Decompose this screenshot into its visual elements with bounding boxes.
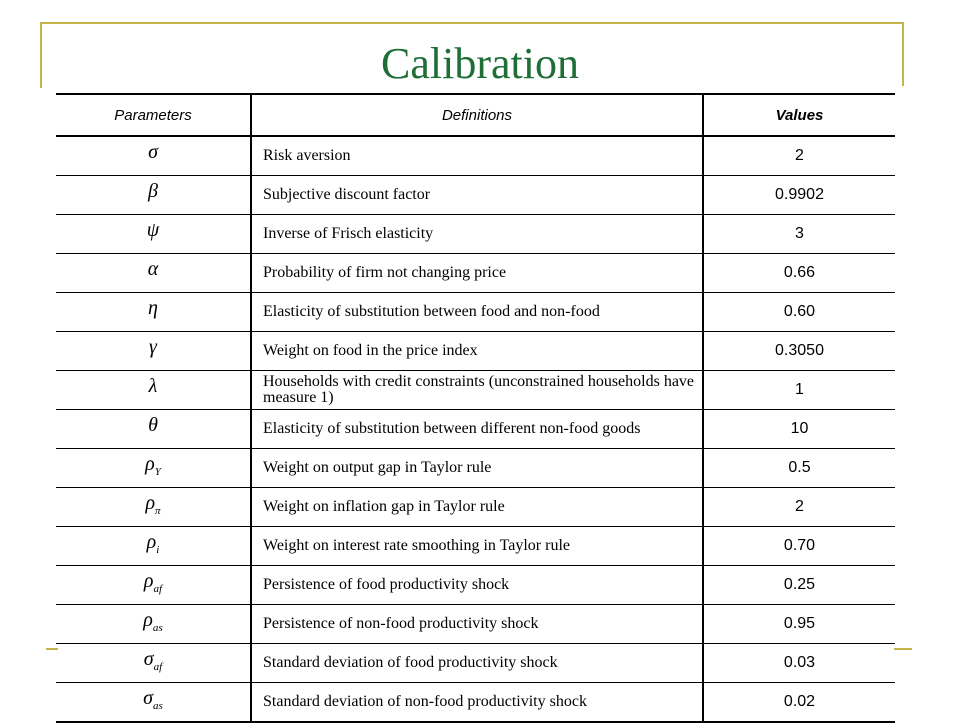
parameter-value: 0.60	[703, 293, 895, 332]
table-row	[56, 566, 895, 605]
parameter-definition: Persistence of food productivity shock	[251, 566, 703, 605]
parameter-value: 0.5	[703, 449, 895, 488]
symbol-main: σ	[143, 648, 154, 670]
parameter-definition: Probability of firm not changing price	[251, 254, 703, 293]
page-title: Calibration	[381, 39, 579, 88]
parameter-definition: Standard deviation of non-food productivity shock	[251, 683, 703, 723]
table-row	[56, 215, 895, 254]
header-parameters: Parameters	[56, 94, 251, 136]
parameter-definition: Standard deviation of food productivity shock	[251, 644, 703, 683]
parameter-definition: Risk aversion	[251, 136, 703, 176]
symbol-subscript: π	[155, 505, 161, 517]
table-row	[56, 293, 895, 332]
parameter-symbol	[56, 644, 251, 683]
parameter-symbol	[56, 566, 251, 605]
parameter-value: 0.95	[703, 605, 895, 644]
parameter-value: 10	[703, 410, 895, 449]
parameter-value: 1	[703, 371, 895, 410]
parameter-value: 2	[703, 136, 895, 176]
parameter-value: 3	[703, 215, 895, 254]
symbol-main: ρ	[146, 531, 157, 553]
symbol-subscript: i	[156, 544, 160, 556]
symbol-main: ψ	[146, 219, 160, 241]
symbol-main: ρ	[145, 453, 155, 475]
symbol-main: σ	[143, 687, 154, 709]
table-row	[56, 683, 895, 723]
table-row	[56, 488, 895, 527]
parameter-value: 0.9902	[703, 176, 895, 215]
parameter-value: 0.66	[703, 254, 895, 293]
parameter-definition: Elasticity of substitution between different non-food goods	[251, 410, 703, 449]
parameter-value: 0.70	[703, 527, 895, 566]
symbol-subscript: af	[153, 661, 163, 673]
parameter-definition: Inverse of Frisch elasticity	[251, 215, 703, 254]
symbol-subscript: Y	[154, 466, 161, 478]
table-row	[56, 176, 895, 215]
symbol-main: ρ	[143, 609, 153, 631]
table-row	[56, 449, 895, 488]
symbol-main: θ	[148, 414, 158, 436]
parameter-definition: Weight on output gap in Taylor rule	[251, 449, 703, 488]
parameter-symbol	[56, 605, 251, 644]
parameter-symbol	[56, 176, 251, 215]
parameter-value: 0.02	[703, 683, 895, 723]
parameter-value: 2	[703, 488, 895, 527]
table-row	[56, 332, 895, 371]
table-row	[56, 410, 895, 449]
symbol-subscript: as	[153, 700, 163, 712]
symbol-main: γ	[149, 336, 157, 358]
table-row	[56, 644, 895, 683]
symbol-main: β	[148, 180, 158, 202]
parameter-symbol	[56, 332, 251, 371]
accent-right-line	[894, 648, 912, 650]
symbol-subscript: af	[153, 583, 163, 595]
table-body	[56, 136, 895, 722]
parameter-symbol	[56, 254, 251, 293]
parameter-symbol	[56, 293, 251, 332]
calibration-table	[56, 93, 895, 723]
symbol-main: α	[147, 258, 159, 280]
parameter-definition: Weight on food in the price index	[251, 332, 703, 371]
parameter-symbol	[56, 136, 251, 176]
table-header-row	[56, 94, 895, 136]
parameter-symbol	[56, 371, 251, 410]
parameter-definition: Elasticity of substitution between food and non-food	[251, 293, 703, 332]
symbol-main: λ	[148, 375, 158, 397]
parameter-value: 0.03	[703, 644, 895, 683]
table-row	[56, 136, 895, 176]
parameter-symbol	[56, 449, 251, 488]
parameter-symbol	[56, 527, 251, 566]
parameter-definition: Households with credit constraints (unconstrained households have measure 1)	[251, 371, 703, 410]
symbol-main: η	[148, 297, 158, 319]
parameter-symbol	[56, 683, 251, 723]
table-row	[56, 371, 895, 410]
parameter-symbol	[56, 215, 251, 254]
symbol-main: σ	[148, 141, 158, 163]
frame-top-line	[40, 22, 904, 24]
table-row	[56, 254, 895, 293]
parameter-definition: Weight on inflation gap in Taylor rule	[251, 488, 703, 527]
parameter-definition: Persistence of non-food productivity shock	[251, 605, 703, 644]
table-row	[56, 527, 895, 566]
parameter-symbol	[56, 410, 251, 449]
parameter-value: 0.3050	[703, 332, 895, 371]
symbol-main: ρ	[145, 492, 156, 514]
symbol-main: ρ	[143, 570, 154, 592]
header-values: Values	[703, 94, 895, 136]
parameter-definition: Subjective discount factor	[251, 176, 703, 215]
symbol-subscript: as	[152, 622, 163, 634]
parameter-symbol	[56, 488, 251, 527]
header-definitions: Definitions	[251, 94, 703, 136]
table-row	[56, 605, 895, 644]
parameter-definition: Weight on interest rate smoothing in Taylor rule	[251, 527, 703, 566]
parameter-value: 0.25	[703, 566, 895, 605]
